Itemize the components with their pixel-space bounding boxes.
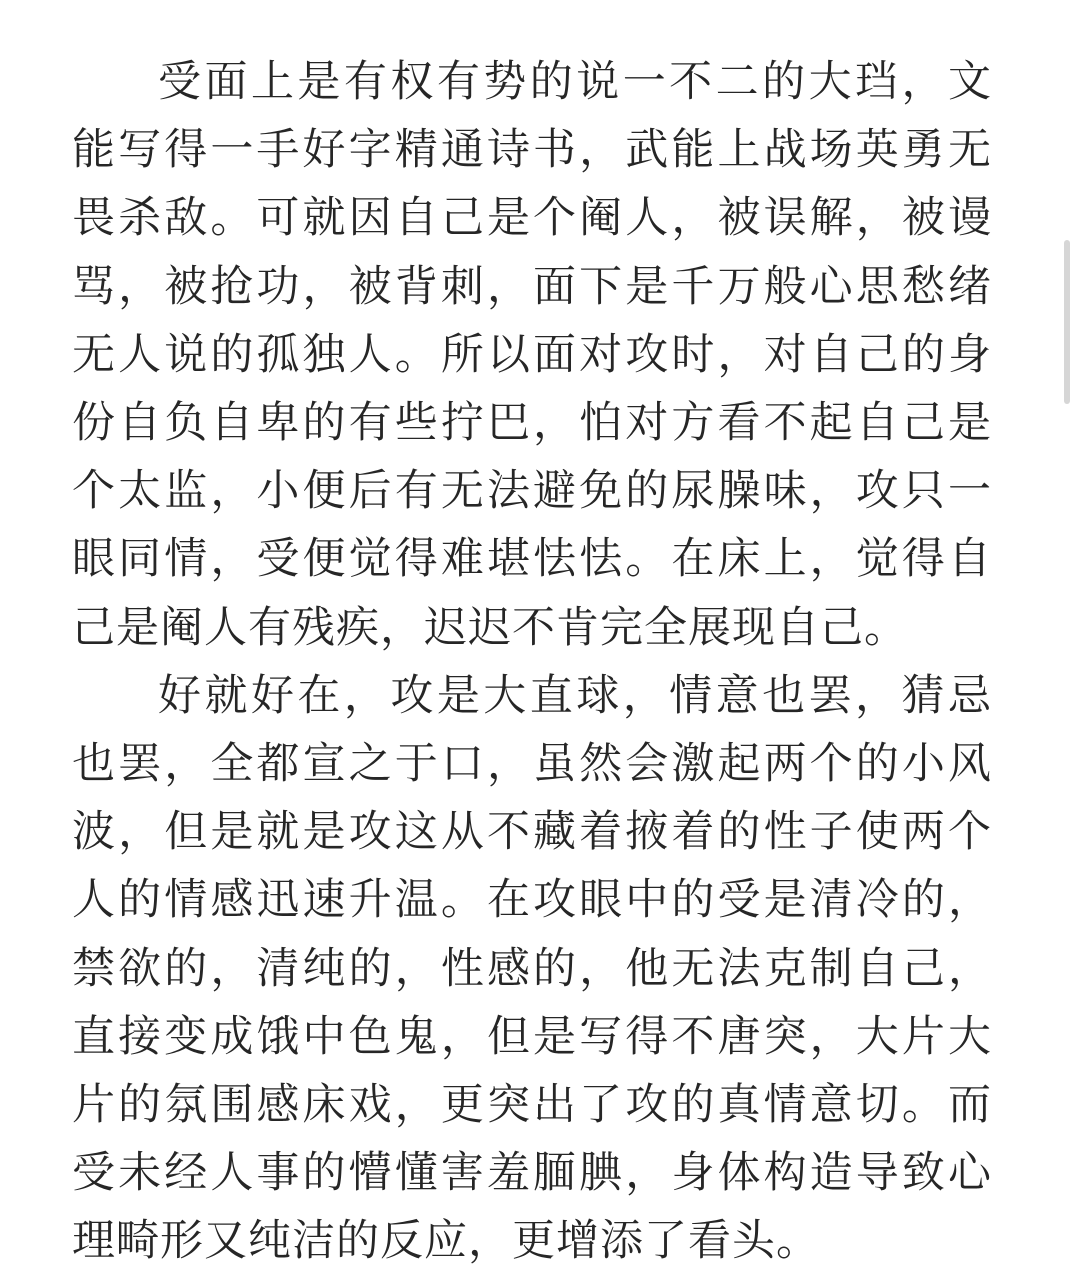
article-body [72,48,992,1276]
paragraph-1: 受面上是有权有势的说一不二的大珰，文能写得一手好字精通诗书，武能上战场英勇无畏杀敌。可就因自己是个阉人，被误解，被谩骂，被抢功，被背刺，面下是千万般心思愁绪无人说的孤独人。所以面对攻时，对自己的身份自负自卑的有些拧巴，怕对方看不起自己是个太监，小便后有无法避免的尿臊味，攻只一眼同情，受便觉得难堪怯怯。在床上，觉得自己是阉人有残疾，迟迟不肯完全展现自己。 [72,57,992,653]
paragraph-2: 好就好在，攻是大直球，情意也罢，猜忌也罢，全都宣之于口，虽然会激起两个的小风波，但是就是攻这从不藏着掖着的性子使两个人的情感迅速升温。在攻眼中的受是清冷的，禁欲的，清纯的，性感的，他无法克制自己，直接变成饿中色鬼，但是写得不唐突，大片大片的氛围感床戏，更突出了攻的真情意切。而受未经人事的懵懂害羞腼腆，身体构造导致心理畸形又纯洁的反应，更增添了看头。 [72,670,992,1267]
scrollbar-thumb[interactable] [1064,240,1070,404]
